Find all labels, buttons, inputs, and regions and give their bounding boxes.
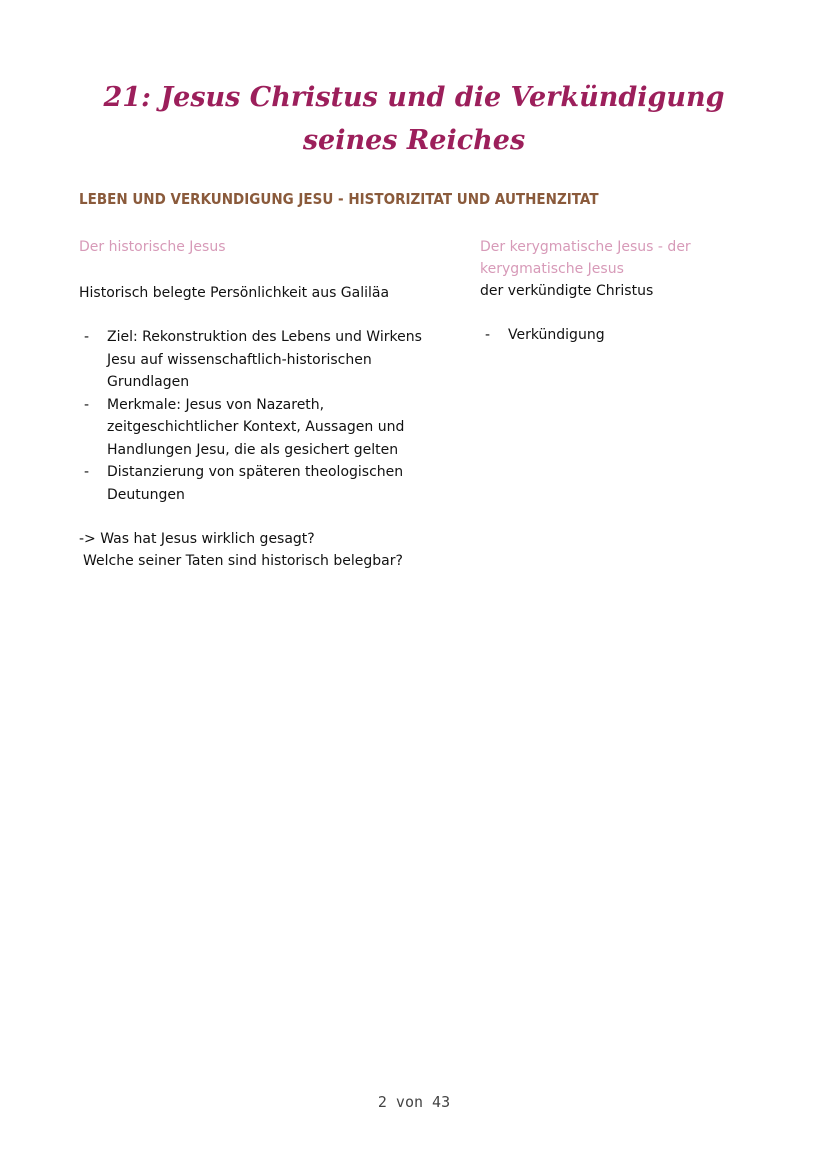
bullet-text: Ziel: Rekonstruktion des Lebens und Wirkens Jesu auf wissenschaftlich-historischen Grundlagen <box>107 329 422 390</box>
left-subheading: Der historische Jesus <box>79 239 226 255</box>
bullet-dash: - <box>485 327 491 343</box>
bullet-text: Distanzierung von späteren theologischen Deutungen <box>107 464 404 503</box>
bullet-dash: - <box>84 464 90 480</box>
list-item <box>79 326 429 394</box>
page-number: 2 von 43 <box>377 1093 451 1111</box>
section-heading: LEBEN UND VERKUNDIGUNG JESU - HISTORIZITAT UND AUTHENZITAT <box>79 190 599 208</box>
left-intro: Historisch belegte Persönlichkeit aus Galiläa <box>79 285 390 301</box>
right-subheading: Der kerygmatische Jesus - der kerygmatische Jesus <box>480 239 691 277</box>
bullet-dash: - <box>84 396 90 413</box>
left-bullet-list <box>79 326 429 506</box>
bullet-text: Verkündigung <box>508 327 605 343</box>
list-item <box>480 324 750 347</box>
list-item <box>79 461 429 506</box>
right-column <box>480 236 750 347</box>
left-column <box>79 236 429 572</box>
bullet-dash: - <box>84 329 90 345</box>
list-item <box>79 394 429 462</box>
question-line: -> Was hat Jesus wirklich gesagt? <box>79 531 315 547</box>
question-line: Welche seiner Taten sind historisch belegbar? <box>83 553 403 569</box>
page-title: 21: Jesus Christus und die Verkündigung seines Reiches <box>103 82 725 156</box>
right-intro: der verkündigte Christus <box>480 283 654 299</box>
bullet-text: Merkmale: Jesus von Nazareth, zeitgeschichtlicher Kontext, Aussagen und Handlungen Jesu, die als gesichert gelten <box>107 396 405 458</box>
right-bullet-list <box>480 324 750 347</box>
